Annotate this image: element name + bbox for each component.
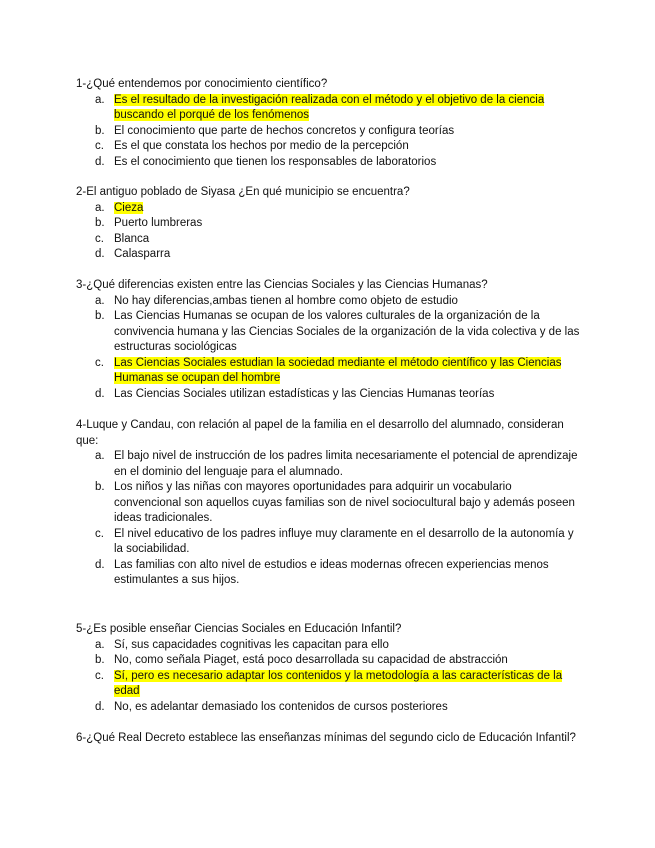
- option-marker: a.: [95, 294, 105, 307]
- option-b: [76, 309, 580, 356]
- option-b: [76, 653, 580, 669]
- option-text-highlighted: Sí, pero es necesario adaptar los contenidos y la metodología a las características de la edad: [114, 669, 563, 697]
- option-d: [76, 155, 580, 171]
- option-marker: c.: [95, 527, 104, 540]
- question-text: 5-¿Es posible enseñar Ciencias Sociales en Educación Infantil?: [76, 623, 402, 635]
- question-4: [76, 418, 580, 589]
- option-marker: c.: [95, 140, 104, 152]
- option-marker: a.: [95, 450, 105, 462]
- option-marker: b.: [95, 310, 105, 322]
- option-a: [76, 201, 580, 217]
- option-text-highlighted: Es el resultado de la investigación realizada con el método y el objetivo de la ciencia buscando el porqué de los fenómenos: [114, 93, 545, 121]
- option-marker: b.: [95, 124, 105, 137]
- option-d: [76, 387, 580, 403]
- option-a: [76, 294, 580, 310]
- option-b: [76, 216, 580, 232]
- option-text: Las Ciencias Sociales utilizan estadísticas y las Ciencias Humanas teorías: [114, 387, 495, 400]
- option-text: Las Ciencias Humanas se ocupan de los valores culturales de la organización de la convivencia humana y las Ciencias Sociales de la organización de la vida colectiva y de las estructuras sociológicas: [114, 310, 580, 353]
- question-3: [76, 278, 580, 402]
- option-c: [76, 527, 580, 558]
- option-text: Es el que constata los hechos por medio de la percepción: [114, 140, 409, 152]
- option-text: Puerto lumbreras: [114, 217, 203, 229]
- options-list: [76, 638, 580, 716]
- question-text: 6-¿Qué Real Decreto establece las enseñanzas mínimas del segundo ciclo de Educación Infantil?: [76, 732, 576, 744]
- option-text: No, como señala Piaget, está poco desarrollada su capacidad de abstracción: [114, 654, 508, 666]
- options-list: [76, 93, 580, 171]
- option-text: Las familias con alto nivel de estudios e ideas modernas ofrecen experiencias menos estimulantes a sus hijos.: [114, 558, 549, 586]
- option-text: Los niños y las niñas con mayores oportunidades para adquirir un vocabulario convencional son aquellos cuyas familias son de nivel sociocultural bajo y además poseen ideas tradicionales.: [114, 481, 575, 524]
- question-6: [76, 731, 580, 747]
- option-marker: b.: [95, 654, 105, 666]
- option-d: [76, 700, 580, 716]
- option-text: El conocimiento que parte de hechos concretos y configura teorías: [114, 124, 455, 137]
- question-text: 2-El antiguo poblado de Siyasa ¿En qué municipio se encuentra?: [76, 186, 410, 198]
- option-text-highlighted: Las Ciencias Sociales estudian la sociedad mediante el método científico y las Ciencias Humanas se ocupan del hombre: [114, 356, 562, 384]
- option-text: Es el conocimiento que tienen los responsables de laboratorios: [114, 155, 437, 168]
- option-text: Sí, sus capacidades cognitivas les capacitan para ello: [114, 638, 389, 651]
- options-list: [76, 201, 580, 263]
- option-text: Blanca: [114, 232, 150, 245]
- option-marker: d.: [95, 558, 105, 571]
- option-text-highlighted: Cieza: [114, 201, 144, 214]
- options-list: [76, 294, 580, 403]
- option-b: [76, 480, 580, 527]
- option-b: [76, 124, 580, 140]
- option-marker: c.: [95, 669, 104, 682]
- option-text: No hay diferencias,ambas tienen al hombre como objeto de estudio: [114, 294, 458, 307]
- option-marker: a.: [95, 638, 105, 651]
- option-c: [76, 669, 580, 700]
- option-marker: d.: [95, 248, 105, 260]
- option-marker: a.: [95, 93, 105, 106]
- option-a: [76, 638, 580, 654]
- option-c: [76, 139, 580, 155]
- option-marker: c.: [95, 232, 104, 245]
- option-d: [76, 247, 580, 263]
- option-a: [76, 449, 580, 480]
- question-1: [76, 77, 580, 170]
- question-text: 4-Luque y Candau, con relación al papel de la familia en el desarrollo del alumnado, consideran que:: [76, 419, 564, 447]
- option-text: Calasparra: [114, 248, 171, 260]
- option-a: [76, 93, 580, 124]
- question-2: [76, 185, 580, 263]
- question-5: [76, 622, 580, 715]
- option-marker: a.: [95, 201, 105, 214]
- option-text: El nivel educativo de los padres influye muy claramente en el desarrollo de la autonomía y la sociabilidad.: [114, 527, 574, 555]
- option-marker: d.: [95, 387, 105, 400]
- option-d: [76, 558, 580, 589]
- option-marker: c.: [95, 356, 104, 369]
- question-text: 3-¿Qué diferencias existen entre las Ciencias Sociales y las Ciencias Humanas?: [76, 279, 488, 291]
- option-text: No, es adelantar demasiado los contenidos de cursos posteriores: [114, 700, 448, 713]
- option-text: El bajo nivel de instrucción de los padres limita necesariamente el potencial de aprendizaje en el dominio del lenguaje para el alumnado.: [114, 450, 578, 478]
- option-marker: d.: [95, 155, 105, 168]
- option-c: [76, 356, 580, 387]
- option-marker: b.: [95, 481, 105, 493]
- question-text: 1-¿Qué entendemos por conocimiento científico?: [76, 78, 328, 90]
- option-marker: d.: [95, 700, 105, 713]
- options-list: [76, 449, 580, 589]
- option-c: [76, 232, 580, 248]
- option-marker: b.: [95, 217, 105, 229]
